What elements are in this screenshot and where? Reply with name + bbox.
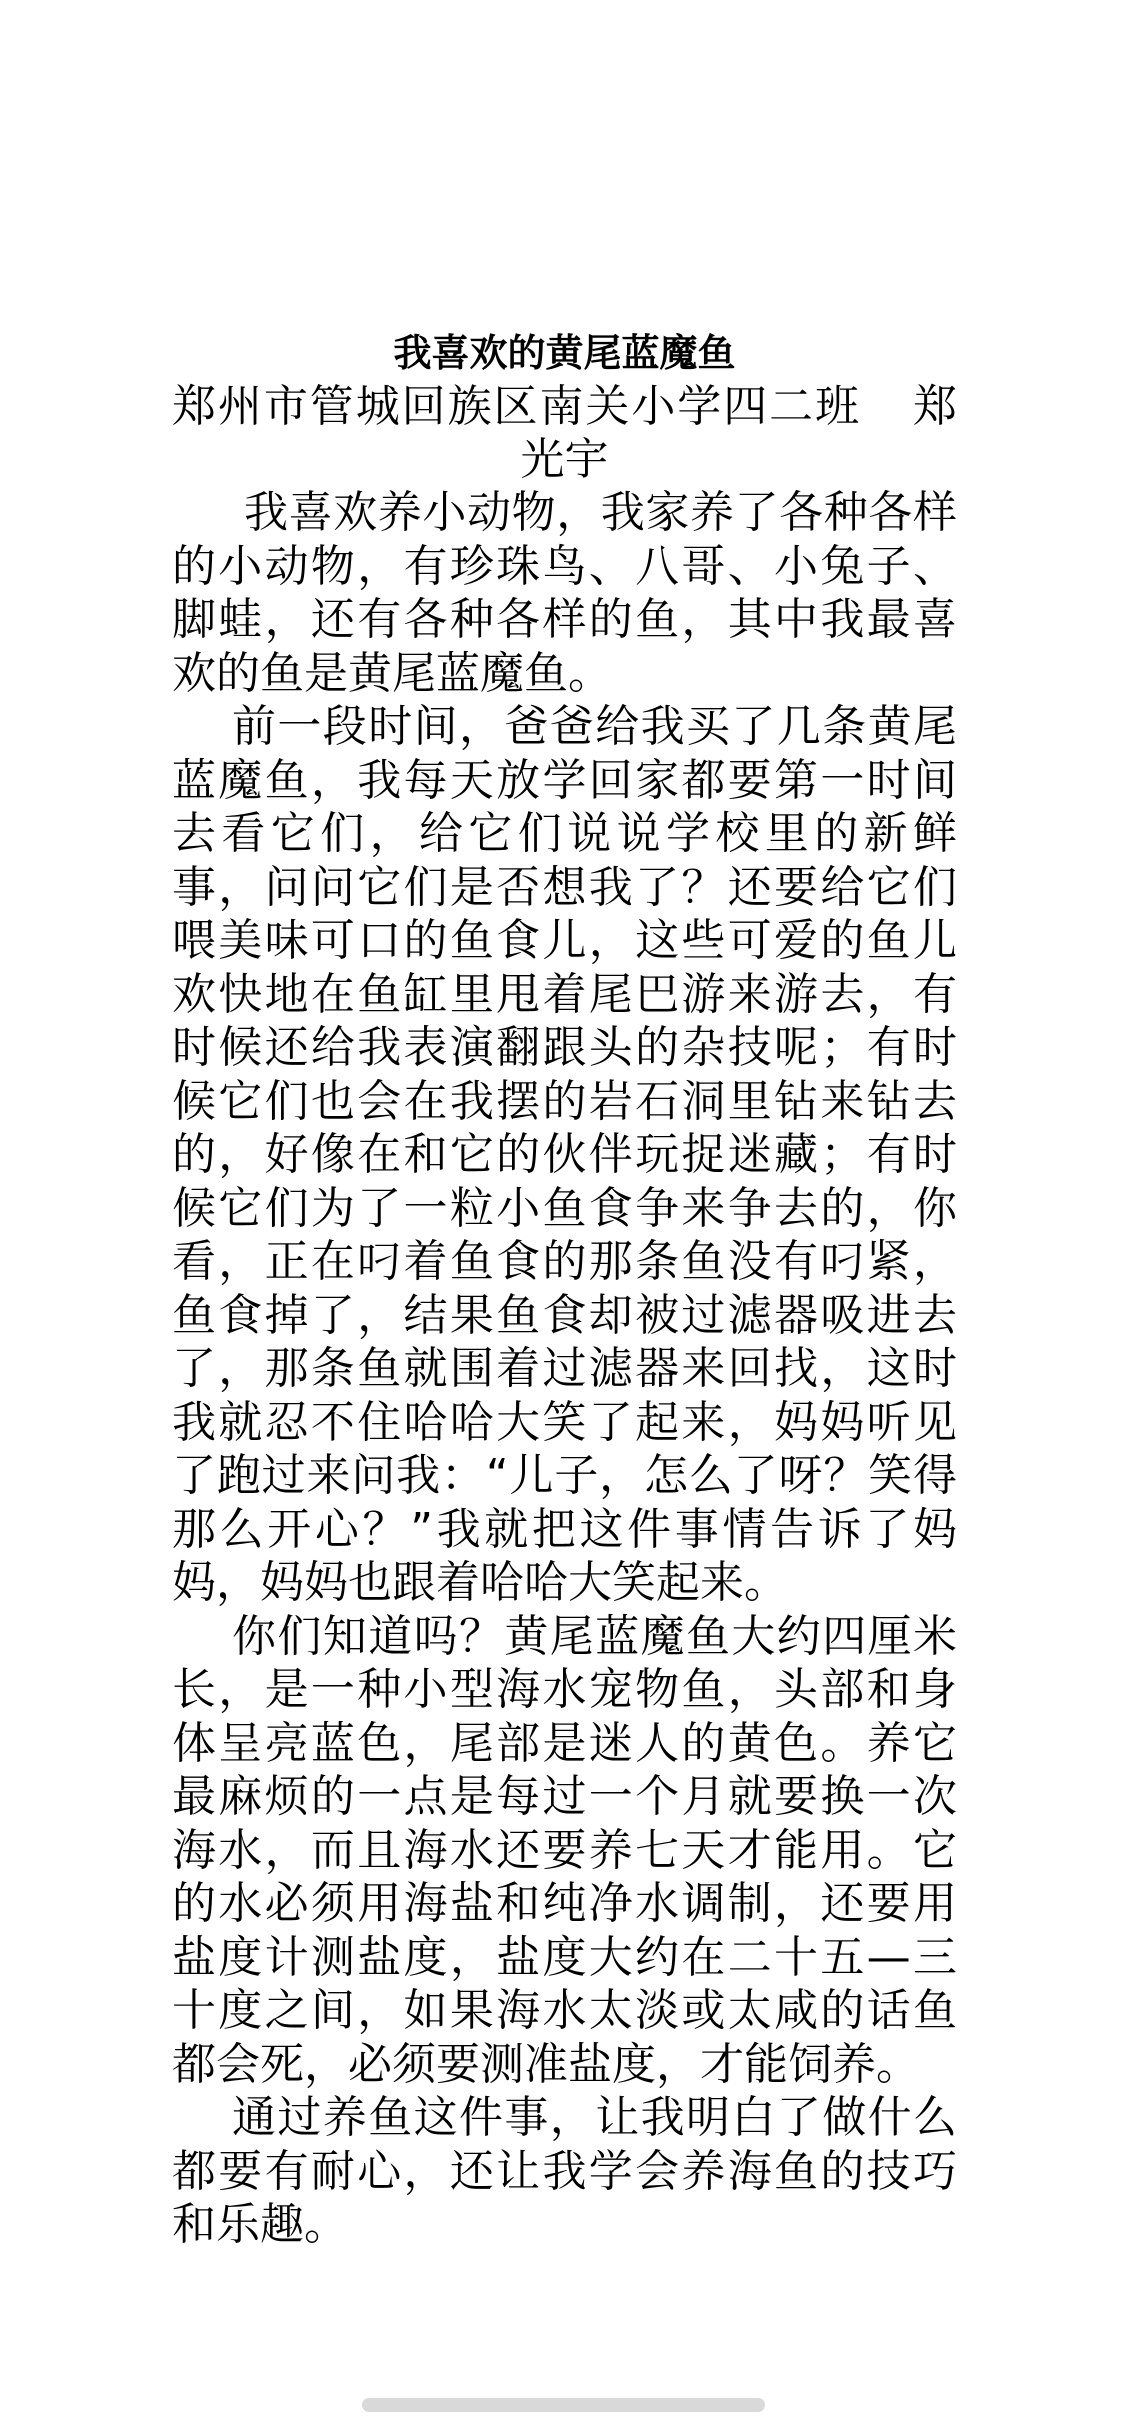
essay-title: 我喜欢的黄尾蓝魔鱼	[393, 331, 736, 375]
essay-document	[172, 326, 957, 2252]
essay-paragraph: 前一段时间，爸爸给我买了几条黄尾蓝魔鱼，我每天放学回家都要第一时间去看它们，给它们说说学校里的新鲜事，问问它们是否想我了？还要给它们喂美味可口的鱼食儿，这些可爱的鱼儿欢快地在鱼缸里甩着尾巴游来游去，有时候还给我表演翻跟头的杂技呢；有时候它们也会在我摆的岩石洞里钻来钻去的，好像在和它的伙伴玩捉迷藏；有时候它们为了一粒小鱼食争来争去的，你看，正在叼着鱼食的那条鱼没有叼紧，鱼食掉了，结果鱼食却被过滤器吸进去了，那条鱼就围着过滤器来回找，这时我就忍不住哈哈大笑了起来，妈妈听见了跑过来问我：“儿子，怎么了呀？笑得那么开心？”我就把这件事情告诉了妈妈，妈妈也跟着哈哈大笑起来。	[172, 701, 957, 1608]
essay-paragraph: 你们知道吗？黄尾蓝魔鱼大约四厘米长，是一种小型海水宠物鱼，头部和身体呈亮蓝色，尾部是迷人的黄色。养它最麻烦的一点是每过一个月就要换一次海水，而且海水还要养七天才能用。它的水必须用海盐和纯净水调制，还要用盐度计测盐度，盐度大约在二十五—三十度之间，如果海水太淡或太咸的话鱼都会死，必须要测准盐度，才能饲养。	[172, 1610, 957, 2090]
home-indicator-bar[interactable]	[362, 2398, 765, 2412]
author-name: 郑光宇	[520, 381, 957, 485]
author-school: 郑州市管城回族区南关小学四二班	[172, 381, 862, 432]
essay-paragraph: 我喜欢养小动物，我家养了各种各样的小动物，有珍珠鸟、八哥、小兔子、脚蛙，还有各种各样的鱼，其中我最喜欢的鱼是黄尾蓝魔鱼。	[172, 487, 957, 699]
essay-byline	[172, 380, 957, 486]
essay-paragraph: 通过养鱼这件事，让我明白了做什么都要有耐心，还让我学会养海鱼的技巧和乐趣。	[172, 2092, 957, 2250]
